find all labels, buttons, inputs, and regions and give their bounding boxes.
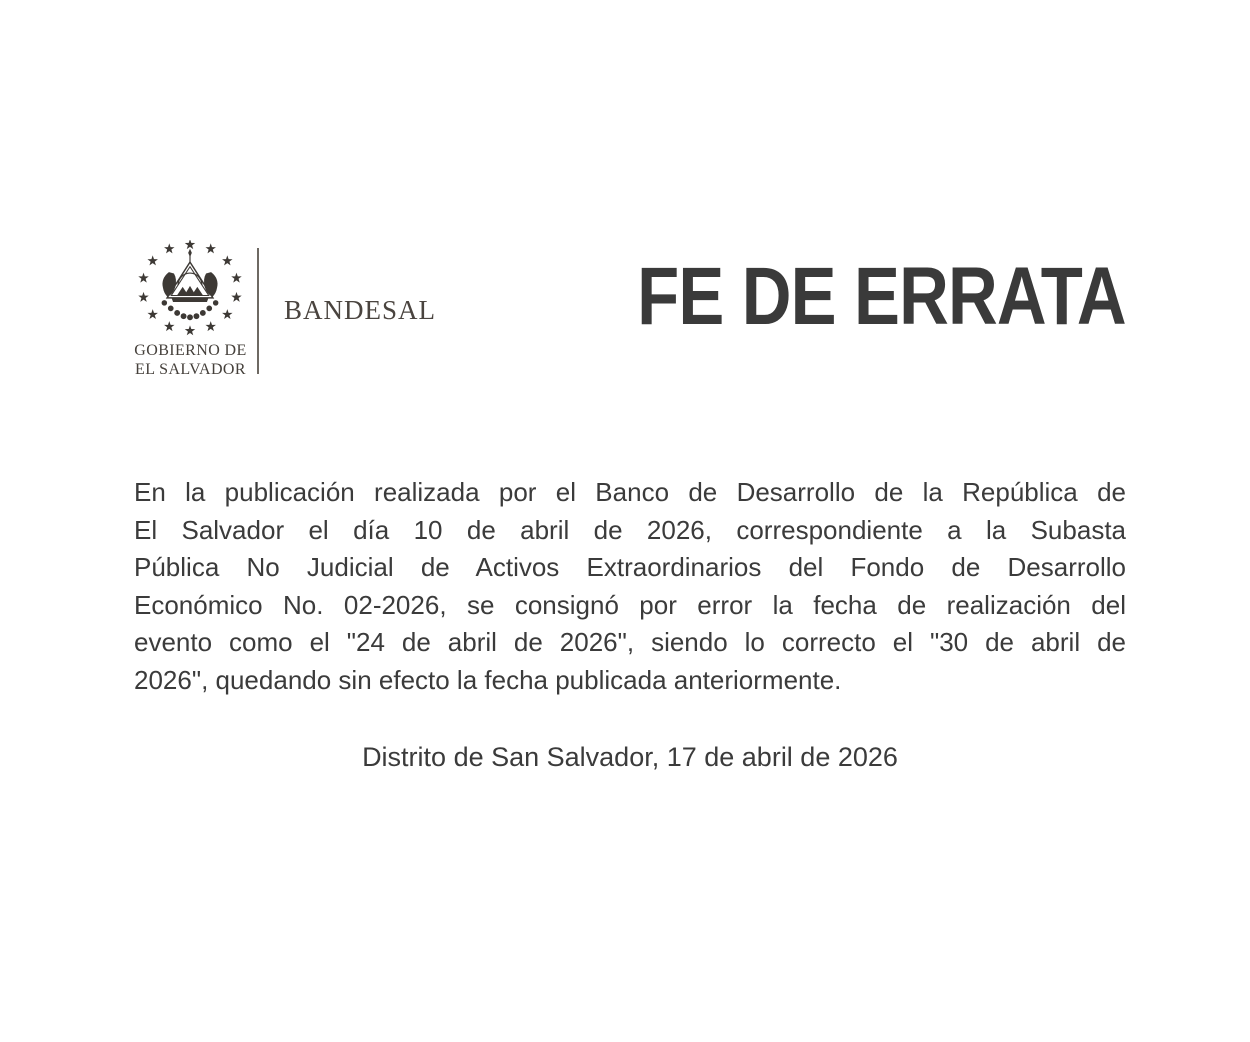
place-and-date-line: Distrito de San Salvador, 17 de abril de 2026 <box>362 742 898 772</box>
el-salvador-seal-icon <box>135 240 245 341</box>
paragraph-line: evento como el "24 de abril de 2026", siendo lo correcto el "30 de abril de <box>134 627 1126 658</box>
paragraph-line: El Salvador el día 10 de abril de 2026, correspondiente a la Subasta <box>134 514 1126 545</box>
paragraph-line: 2026", quedando sin efecto la fecha publicada anteriormente. <box>134 664 842 695</box>
page-title: FE DE ERRATA <box>637 251 1126 342</box>
government-name-line1: GOBIERNO DE <box>134 342 247 359</box>
bandesal-wordmark: BANDESAL <box>284 295 437 325</box>
logo-divider-line <box>257 248 259 374</box>
government-name-line2: EL SALVADOR <box>135 361 246 378</box>
paragraph-line: Económico No. 02-2026, se consignó por error la fecha de realización del <box>134 589 1126 620</box>
government-name <box>118 341 263 379</box>
paragraph-line: Pública No Judicial de Activos Extraordinarios del Fondo de Desarrollo <box>134 552 1126 583</box>
paragraph-line: En la publicación realizada por el Banco de Desarrollo de la República de <box>134 477 1126 507</box>
errata-paragraph <box>134 474 1126 700</box>
